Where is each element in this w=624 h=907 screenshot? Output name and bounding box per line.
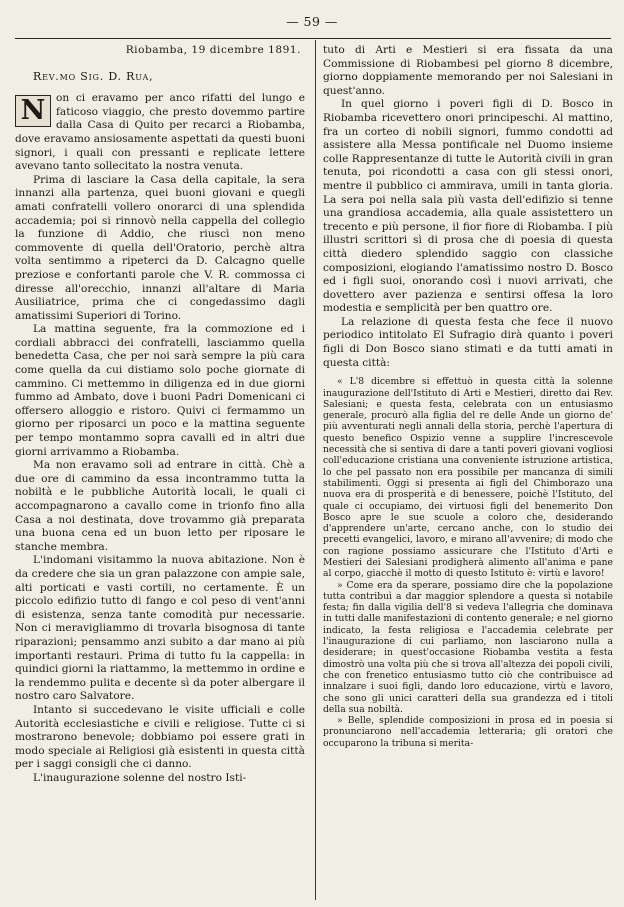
- column-divider: [315, 40, 316, 900]
- paragraph: In quel giorno i poveri figli di D. Bosco in Riobamba ricevettero onori principeschi. Al mattino, fra un corteo di nobili signori, fummo condotti ad assistere alla Messa pontificale nel Duomo insieme colle Rappresentanze di tutte le Autorità civili in gran tenuta, poi ricondotti a casa con gli stessi onori, mentre il pubblico ci ammirava, umili in tanta gloria. La sera poi nella sala più vasta dell'edifizio si tenne una grandiosa accademia, alla quale assistettero un trecento e più persone, il fior fiore di Riobamba. I più illustri scrittori sì di prosa che di poesia di questa città diedero splendido saggio con classiche composizioni, elogiando l'amatissimo nostro D. Bosco ed i figli suoi, onorando così i nuovi arrivati, che dovettero aver pazienza e sentirsi offesa la loro modestia e semplicità per ben quattro ore.: [323, 98, 613, 315]
- quote-paragraph: » Come era da sperare, possiamo dire che la popolazione tutta contribuì a dar maggior splendore a questa sì notabile festa; fin dalla vigilia dell'8 si vedeva l'allegria che dominava in tutti dalle manifestazioni di contento generale; e nel giorno indicato, la festa religiosa e l'accademia celebrate per l'inaugurazione di cui parliamo, non lasciarono nulla a desiderare; in quest'occasione Riobamba vestita a festa dimostrò una volta più che si trova all'altezza dei popoli civili, che con frenetico entusiasmo tutto ciò che contribuisce ad innalzare i suoi figli, dando loro educazione, virtù e lavoro, che sono gli unici caratteri della sua grandezza ed i titoli della sua nobiltà.: [323, 579, 613, 715]
- quoted-report: [323, 376, 613, 749]
- paragraph: Intanto si succedevano le visite ufficiali e colle Autorità ecclesiastiche e civili e religiose. Tutte ci si mostrarono benevole; dobbiamo poi essere grati in modo speciale ai Religiosi già esistenti in questa città per i saggi consigli che ci danno.: [15, 703, 305, 771]
- letter-dateline: Riobamba, 19 dicembre 1891.: [125, 44, 301, 56]
- paragraph: L'inaugurazione solenne del nostro Isti-: [33, 771, 247, 784]
- paragraph: L'indomani visitammo la nuova abitazione. Non è da credere che sia un gran palazzone con ampie sale, alti porticati e vasti cortili, no certamente. È un piccolo edifizio tutto di fango e col peso di vent'anni di esistenza, senza tante comodità pur necessarie. Non ci meravigliammo di trovarla bisognosa di tante riparazioni; pensammo anzi subito a dar mano ai più importanti restauri. Prima di tutto fu la cappella: in quindici giorni la riattammo, la mettemmo in ordine e la rendemmo pulita e decente sì da poter albergare il nostro caro Salvatore.: [15, 554, 305, 703]
- paragraph: N on ci eravamo per anco rifatti del lungo e faticoso viaggio, che presto dovemmo partire dalla Casa di Quito per recarci a Riobamba, dove eravamo ansiosamente aspettati da questi buoni signori, i quali con pressanti e replicate lettere avevano tanto sollecitato la nostra venuta.: [15, 92, 305, 173]
- paragraph: La mattina seguente, fra la commozione ed i cordiali abbracci dei confratelli, lasciammo quella benedetta Casa, che per noi sarà sempre la più cara come quella da cui distiamo solo poche giornate di cammino. Ci mettemmo in diligenza ed in due giorni fummo ad Ambato, dove i buoni Padri Domenicani ci offersero alloggio e ristoro. Quivi ci fermammo un giorno per riposarci un poco e la mattina seguente per tempo montammo sopra cavalli ed in altri due giorni arrivammo a Riobamba.: [15, 323, 305, 458]
- right-column: [323, 44, 613, 749]
- left-column: [15, 44, 305, 785]
- paragraph: Ma non eravamo soli ad entrare in città. Chè a due ore di cammino da essa incontrammo tutta la nobiltà e le pubbliche Autorità locali, le quali ci accompagnarono a cavallo come in trionfo fino alla Casa a noi destinata, dove trovammo già preparata una buona cena ed un buon letto per riposare le stanche membra.: [15, 459, 305, 553]
- page-number: — 59 —: [286, 14, 338, 29]
- paragraph: Prima di lasciare la Casa della capitale, la sera innanzi alla partenza, quei buoni giovani e quegli amati confratelli vollero onorarci di una splendida accademia; poi si rinnovò nella cappella del collegio la funzione di Addio, che riuscì non meno commovente di quella dell'Oratorio, perchè altra volta sentimmo a ripeterci da D. Calcagno quelle preziose e confortanti parole che V. R. commossa ci diresse all'orecchio, innanzi all'altare di Maria Ausiliatrice, prima che ci congedassimo dagli amatissimi Superiori di Torino.: [15, 173, 305, 322]
- header-rule: [15, 38, 611, 39]
- quote-paragraph: « L'8 dicembre si effettuò in questa città la solenne inaugurazione dell'Istituto di Arti e Mestieri, diretto dai Rev. Salesiani; e questa festa, celebrata con un entusiasmo generale, procurò alla figlia del re delle Ande un giorno de' più avventurati negli annali della storia, perchè l'apertura di questo benefico Ospizio venne a supplire l'increscevole necessità che si sentiva di dare a tanti poveri giovani vogliosi coll'educazione cristiana una conveniente istruzione artistica, lo che pel passato non era possibile per mancanza di simili stabilimenti. Oggi si presenta ai figli del Chimborazo una nuova era di prosperità e di benessere, poichè l'Istituto, del quale ci occupiamo, dei virtuosi figli del benemerito Don Bosco apre le sue scuole a coloro che, desiderando d'apprendere un'arte, cercano anche, con lo studio dei precetti evangelici, lavoro, e mirano all'avvenire; di modo che con ragione possiamo assicurare che l'Istituto d'Arti e Mestieri dei Salesiani prodigherà alimento all'anima e pane al corpo, giacchè il motto di questo Istituto è: virtù e lavoro!: [323, 376, 613, 580]
- drop-cap: N: [15, 95, 51, 127]
- letter-salutation: Rev.mo Sig. D. Rua,: [33, 69, 154, 83]
- quote-paragraph: » Belle, splendide composizioni in prosa ed in poesia si pronunciarono nell'accademia letteraria; gli oratori che occuparono la tribuna si merita-: [323, 715, 613, 749]
- paragraph: tuto di Arti e Mestieri si era fissata da una Commissione di Riobambesi pel giorno 8 dicembre, giorno doppiamente memorando per noi Salesiani in quest'anno.: [323, 44, 613, 97]
- paragraph: La relazione di questa festa che fece il nuovo periodico intitolato El Sufragio dirà quanto i poveri figli di Don Bosco siano stimati e da tutti amati in questa città:: [323, 315, 613, 369]
